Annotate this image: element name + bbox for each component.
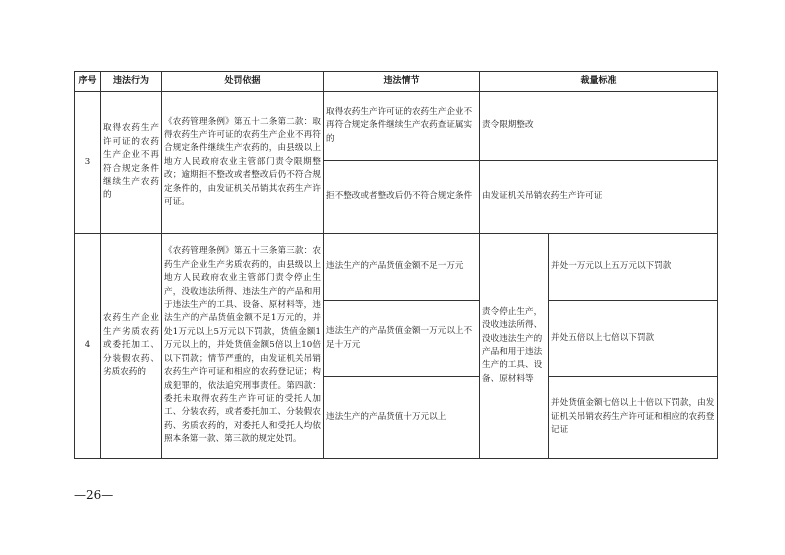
header-discretion-standard: 裁量标准 (480, 72, 718, 92)
penalty-basis-cell: 《农药管理条例》第五十二条第二款：取得农药生产许可证的农药生产企业不再符合规定条件继续生产农药的，由县级以上地方人民政府农业主管部门责令限期整改；逾期拒不整改或者整改后仍不符合规定条件的，由发证机关吊销其农药生产许可证。 (162, 92, 324, 234)
common-measure-cell: 责令停止生产，没收违法所得、没收违法生产的产品和用于违法生产的工具、设备、原材料等 (480, 234, 549, 459)
circumstance-cell: 违法生产的产品货值金额不足一万元 (324, 234, 480, 301)
violation-cell: 取得农药生产许可证的农药生产企业不再符合规定条件继续生产农药的 (101, 92, 162, 234)
page-number: —26— (74, 488, 114, 502)
standard-cell: 并处货值金额七倍以上十倍以下罚款，由发证机关吊销农药生产许可证和相应的农药登记证 (549, 377, 718, 459)
header-violation: 违法行为 (101, 72, 162, 92)
circumstance-cell: 违法生产的产品货值金额一万元以上不足十万元 (324, 301, 480, 377)
row-number: 4 (75, 234, 101, 459)
standard-cell: 由发证机关吊销农药生产许可证 (480, 161, 718, 234)
standard-cell: 并处五倍以上七倍以下罚款 (549, 301, 718, 377)
header-serial-number: 序号 (75, 72, 101, 92)
discretion-standards-table (74, 71, 718, 459)
penalty-basis-cell: 《农药管理条例》第五十三条第三款：农药生产企业生产劣质农药的，由县级以上地方人民政府农业主管部门责令停止生产，没收违法所得、违法生产的产品和用于违法生产的工具、设备、原材料等，违法生产的产品货值金额不足1万元的，并处1万元以上5万元以下罚款，货值金额1万元以上的，并处货值金额5倍以上10倍以下罚款；情节严重的，由发证机关吊销农药生产许可证和相应的农药登记证；构成犯罪的，依法追究刑事责任。第四款：委托未取得农药生产许可证的受托人加工、分装农药，或者委托加工、分装假农药、劣质农药的，对委托人和受托人均依照本条第一款、第三款的规定处罚。 (162, 234, 324, 459)
circumstance-cell: 拒不整改或者整改后仍不符合规定条件 (324, 161, 480, 234)
table-row (75, 234, 718, 301)
table-row (75, 92, 718, 161)
circumstance-cell: 违法生产的产品货值十万元以上 (324, 377, 480, 459)
violation-cell: 农药生产企业生产劣质农药或委托加工、分装假农药、劣质农药的 (101, 234, 162, 459)
standard-cell: 责令限期整改 (480, 92, 718, 161)
table-header-row (75, 72, 718, 92)
standard-cell: 并处一万元以上五万元以下罚款 (549, 234, 718, 301)
circumstance-cell: 取得农药生产许可证的农药生产企业不再符合规定条件继续生产农药查证属实的 (324, 92, 480, 161)
header-circumstance: 违法情节 (324, 72, 480, 92)
header-penalty-basis: 处罚依据 (162, 72, 324, 92)
row-number: 3 (75, 92, 101, 234)
